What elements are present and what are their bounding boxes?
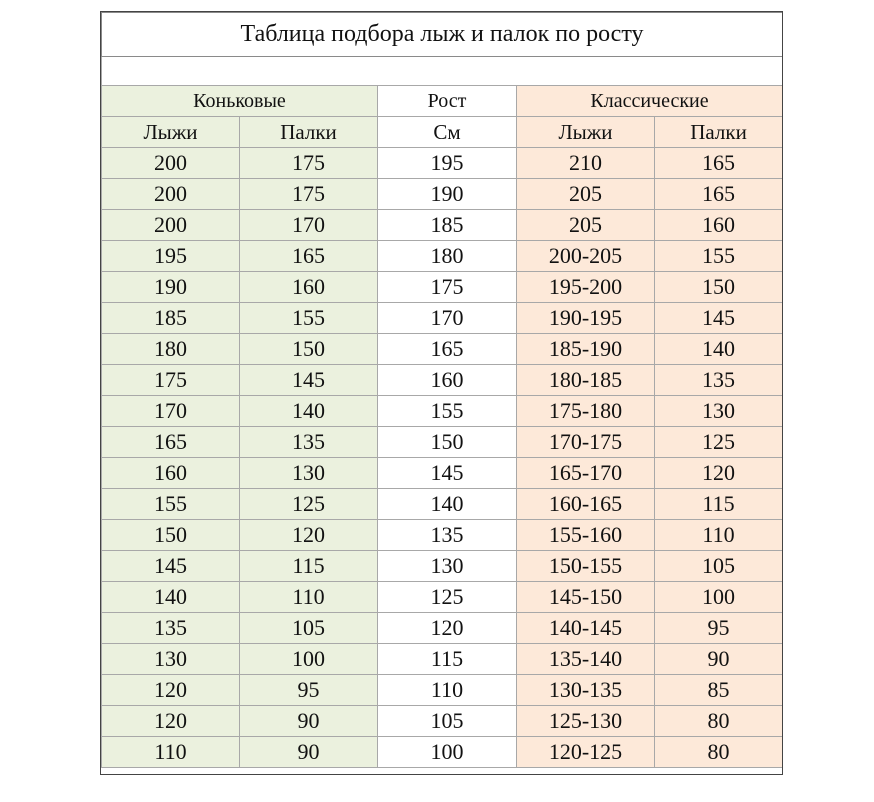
skate-skis-cell: 120 bbox=[102, 706, 240, 737]
classic-poles-cell: 125 bbox=[655, 427, 783, 458]
skate-poles-cell: 155 bbox=[240, 303, 378, 334]
table-row bbox=[102, 427, 783, 458]
skate-poles-header: Палки bbox=[240, 117, 378, 148]
classic-poles-cell: 145 bbox=[655, 303, 783, 334]
skate-poles-cell: 90 bbox=[240, 737, 378, 768]
height-cell: 175 bbox=[378, 272, 517, 303]
skate-poles-cell: 110 bbox=[240, 582, 378, 613]
height-cell: 110 bbox=[378, 675, 517, 706]
height-cell: 160 bbox=[378, 365, 517, 396]
skate-poles-cell: 165 bbox=[240, 241, 378, 272]
height-cell: 155 bbox=[378, 396, 517, 427]
height-cell: 170 bbox=[378, 303, 517, 334]
skate-skis-cell: 130 bbox=[102, 644, 240, 675]
table-row bbox=[102, 303, 783, 334]
sub-header-row bbox=[102, 117, 783, 148]
height-cell: 185 bbox=[378, 210, 517, 241]
classic-poles-cell: 105 bbox=[655, 551, 783, 582]
skate-skis-cell: 185 bbox=[102, 303, 240, 334]
classic-poles-cell: 100 bbox=[655, 582, 783, 613]
ski-size-table-sheet bbox=[101, 12, 782, 768]
table-row bbox=[102, 179, 783, 210]
table-row bbox=[102, 272, 783, 303]
classic-skis-cell: 160-165 bbox=[517, 489, 655, 520]
height-cell: 135 bbox=[378, 520, 517, 551]
skate-poles-cell: 175 bbox=[240, 148, 378, 179]
title-row bbox=[102, 13, 783, 57]
classic-skis-cell: 205 bbox=[517, 179, 655, 210]
classic-skis-cell: 195-200 bbox=[517, 272, 655, 303]
height-cell: 195 bbox=[378, 148, 517, 179]
classic-poles-cell: 85 bbox=[655, 675, 783, 706]
skate-poles-cell: 140 bbox=[240, 396, 378, 427]
table-title: Таблица подбора лыж и палок по росту bbox=[102, 13, 783, 57]
classic-skis-header: Лыжи bbox=[517, 117, 655, 148]
classic-skis-cell: 165-170 bbox=[517, 458, 655, 489]
skate-poles-cell: 95 bbox=[240, 675, 378, 706]
height-cell: 125 bbox=[378, 582, 517, 613]
classic-poles-cell: 165 bbox=[655, 148, 783, 179]
blank-row bbox=[102, 57, 783, 86]
skate-poles-cell: 175 bbox=[240, 179, 378, 210]
height-cell: 190 bbox=[378, 179, 517, 210]
ski-size-table bbox=[101, 12, 783, 768]
classic-poles-cell: 155 bbox=[655, 241, 783, 272]
skate-skis-cell: 175 bbox=[102, 365, 240, 396]
skate-skis-cell: 170 bbox=[102, 396, 240, 427]
classic-poles-cell: 120 bbox=[655, 458, 783, 489]
skate-skis-cell: 145 bbox=[102, 551, 240, 582]
classic-skis-cell: 200-205 bbox=[517, 241, 655, 272]
skate-skis-cell: 155 bbox=[102, 489, 240, 520]
height-unit-header: См bbox=[378, 117, 517, 148]
height-cell: 165 bbox=[378, 334, 517, 365]
table-row bbox=[102, 396, 783, 427]
skate-poles-cell: 170 bbox=[240, 210, 378, 241]
classic-skis-cell: 190-195 bbox=[517, 303, 655, 334]
table-row bbox=[102, 551, 783, 582]
classic-skis-cell: 135-140 bbox=[517, 644, 655, 675]
classic-skis-cell: 155-160 bbox=[517, 520, 655, 551]
classic-poles-cell: 140 bbox=[655, 334, 783, 365]
skate-group-header: Коньковые bbox=[102, 86, 378, 117]
classic-poles-cell: 135 bbox=[655, 365, 783, 396]
classic-poles-cell: 110 bbox=[655, 520, 783, 551]
skate-skis-header: Лыжи bbox=[102, 117, 240, 148]
classic-skis-cell: 175-180 bbox=[517, 396, 655, 427]
skate-poles-cell: 120 bbox=[240, 520, 378, 551]
classic-poles-cell: 95 bbox=[655, 613, 783, 644]
skate-skis-cell: 190 bbox=[102, 272, 240, 303]
skate-skis-cell: 195 bbox=[102, 241, 240, 272]
table-row bbox=[102, 737, 783, 768]
height-cell: 100 bbox=[378, 737, 517, 768]
classic-skis-cell: 210 bbox=[517, 148, 655, 179]
skate-poles-cell: 150 bbox=[240, 334, 378, 365]
skate-poles-cell: 135 bbox=[240, 427, 378, 458]
skate-skis-cell: 120 bbox=[102, 675, 240, 706]
height-cell: 180 bbox=[378, 241, 517, 272]
height-cell: 115 bbox=[378, 644, 517, 675]
classic-skis-cell: 150-155 bbox=[517, 551, 655, 582]
skate-skis-cell: 135 bbox=[102, 613, 240, 644]
skate-poles-cell: 160 bbox=[240, 272, 378, 303]
height-cell: 150 bbox=[378, 427, 517, 458]
height-cell: 140 bbox=[378, 489, 517, 520]
classic-poles-cell: 90 bbox=[655, 644, 783, 675]
skate-poles-cell: 115 bbox=[240, 551, 378, 582]
skate-poles-cell: 130 bbox=[240, 458, 378, 489]
height-cell: 105 bbox=[378, 706, 517, 737]
group-header-row bbox=[102, 86, 783, 117]
skate-skis-cell: 200 bbox=[102, 148, 240, 179]
skate-skis-cell: 200 bbox=[102, 179, 240, 210]
skate-poles-cell: 90 bbox=[240, 706, 378, 737]
height-group-header: Рост bbox=[378, 86, 517, 117]
table-row bbox=[102, 644, 783, 675]
classic-skis-cell: 145-150 bbox=[517, 582, 655, 613]
skate-skis-cell: 110 bbox=[102, 737, 240, 768]
classic-poles-cell: 165 bbox=[655, 179, 783, 210]
skate-poles-cell: 145 bbox=[240, 365, 378, 396]
classic-poles-cell: 160 bbox=[655, 210, 783, 241]
skate-poles-cell: 105 bbox=[240, 613, 378, 644]
classic-poles-header: Палки bbox=[655, 117, 783, 148]
classic-poles-cell: 130 bbox=[655, 396, 783, 427]
skate-poles-cell: 100 bbox=[240, 644, 378, 675]
height-cell: 130 bbox=[378, 551, 517, 582]
table-row bbox=[102, 706, 783, 737]
table-row bbox=[102, 334, 783, 365]
skate-poles-cell: 125 bbox=[240, 489, 378, 520]
classic-skis-cell: 180-185 bbox=[517, 365, 655, 396]
skate-skis-cell: 180 bbox=[102, 334, 240, 365]
classic-skis-cell: 170-175 bbox=[517, 427, 655, 458]
table-row bbox=[102, 458, 783, 489]
classic-poles-cell: 115 bbox=[655, 489, 783, 520]
height-cell: 120 bbox=[378, 613, 517, 644]
table-row bbox=[102, 365, 783, 396]
table-row bbox=[102, 210, 783, 241]
classic-skis-cell: 125-130 bbox=[517, 706, 655, 737]
classic-poles-cell: 80 bbox=[655, 706, 783, 737]
table-row bbox=[102, 520, 783, 551]
skate-skis-cell: 165 bbox=[102, 427, 240, 458]
classic-skis-cell: 130-135 bbox=[517, 675, 655, 706]
classic-skis-cell: 140-145 bbox=[517, 613, 655, 644]
skate-skis-cell: 140 bbox=[102, 582, 240, 613]
classic-skis-cell: 205 bbox=[517, 210, 655, 241]
classic-skis-cell: 120-125 bbox=[517, 737, 655, 768]
classic-poles-cell: 150 bbox=[655, 272, 783, 303]
classic-group-header: Классические bbox=[517, 86, 783, 117]
blank-cell bbox=[102, 57, 783, 86]
skate-skis-cell: 150 bbox=[102, 520, 240, 551]
skate-skis-cell: 160 bbox=[102, 458, 240, 489]
skate-skis-cell: 200 bbox=[102, 210, 240, 241]
height-cell: 145 bbox=[378, 458, 517, 489]
table-row bbox=[102, 582, 783, 613]
table-row bbox=[102, 241, 783, 272]
table-row bbox=[102, 613, 783, 644]
table-row bbox=[102, 675, 783, 706]
table-row bbox=[102, 148, 783, 179]
classic-poles-cell: 80 bbox=[655, 737, 783, 768]
classic-skis-cell: 185-190 bbox=[517, 334, 655, 365]
table-row bbox=[102, 489, 783, 520]
